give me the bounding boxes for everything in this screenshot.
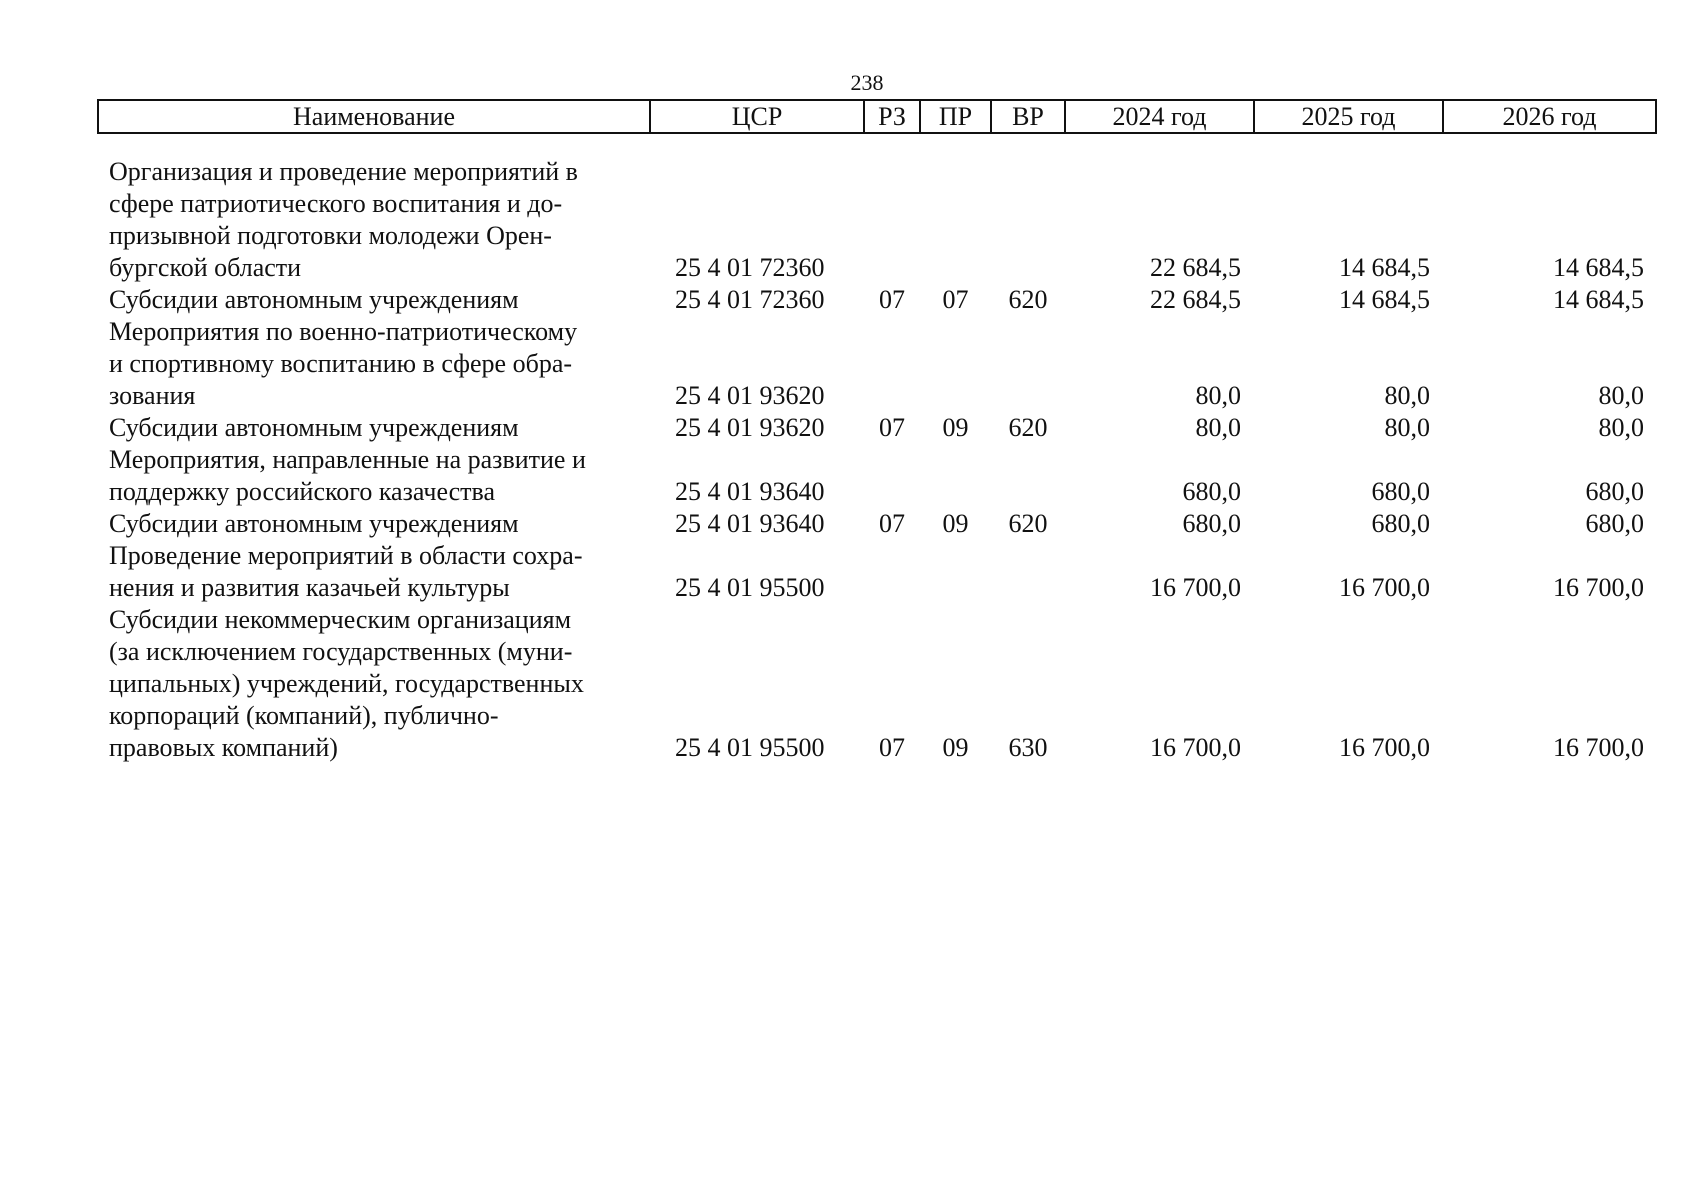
- row-vr: 620: [1008, 413, 1048, 442]
- row-pr: 09: [942, 733, 969, 762]
- row-name-line: Мероприятия по военно-патриотическому: [109, 317, 578, 346]
- row-2025: 680,0: [1371, 477, 1430, 506]
- row-pr: 09: [942, 413, 969, 442]
- row-name-line: поддержку российского казачества: [109, 477, 496, 506]
- row-2025: 680,0: [1371, 509, 1430, 538]
- row-2026: 680,0: [1585, 477, 1644, 506]
- row-2025: 80,0: [1384, 381, 1430, 410]
- row-name-line: и спортивному воспитанию в сфере обра-: [109, 349, 573, 378]
- row-csr: 25 4 01 93640: [675, 509, 825, 538]
- row-rz: 07: [879, 413, 905, 442]
- table-header-row: [98, 100, 1656, 133]
- table-row: [98, 316, 1656, 412]
- row-pr: [920, 540, 991, 604]
- column-header-rz: РЗ: [864, 100, 920, 133]
- column-header-2026: 2026 год: [1443, 100, 1656, 133]
- row-name-line: нения и развития казачьей культуры: [109, 573, 510, 602]
- row-rz: [864, 540, 920, 604]
- row-vr: 630: [1008, 733, 1048, 762]
- row-2024: 680,0: [1182, 477, 1241, 506]
- row-name-line: Проведение мероприятий в области сохра-: [109, 541, 583, 570]
- row-2026: 80,0: [1598, 381, 1644, 410]
- row-2025: 16 700,0: [1339, 733, 1430, 762]
- row-name: [98, 444, 650, 508]
- row-name-line: Субсидии автономным учреждениям: [109, 285, 519, 314]
- row-vr: [991, 156, 1065, 284]
- row-csr: 25 4 01 93640: [675, 477, 825, 506]
- column-header-2024: 2024 год: [1065, 100, 1254, 133]
- row-2026: 14 684,5: [1553, 253, 1644, 282]
- table-row: [98, 156, 1656, 284]
- row-pr: [920, 316, 991, 412]
- row-2026: 80,0: [1598, 413, 1644, 442]
- row-2025: 14 684,5: [1339, 253, 1430, 282]
- row-vr: [991, 444, 1065, 508]
- row-name-line: (за исключением государственных (муни-: [109, 637, 573, 666]
- row-pr: [920, 444, 991, 508]
- row-2025: 14 684,5: [1339, 285, 1430, 314]
- row-name: [98, 284, 650, 316]
- row-name-line: призывной подготовки молодежи Орен-: [109, 221, 552, 250]
- row-name: [98, 604, 650, 764]
- row-2024: 16 700,0: [1150, 573, 1241, 602]
- row-name: [98, 156, 650, 284]
- row-name: [98, 316, 650, 412]
- row-name-line: ципальных) учреждений, государственных: [109, 669, 584, 698]
- row-2026: 680,0: [1585, 509, 1644, 538]
- row-name: [98, 508, 650, 540]
- table-row: [98, 508, 1656, 540]
- row-name-line: Организация и проведение мероприятий в: [109, 157, 578, 186]
- table-row: [98, 412, 1656, 444]
- row-csr: 25 4 01 95500: [675, 573, 825, 602]
- page-number: 238: [850, 70, 884, 95]
- row-name-line: зования: [109, 381, 196, 410]
- row-vr: [991, 316, 1065, 412]
- row-name-line: сфере патриотического воспитания и до-: [109, 189, 563, 218]
- row-2024: 16 700,0: [1150, 733, 1241, 762]
- row-2026: 16 700,0: [1553, 573, 1644, 602]
- row-2024: 22 684,5: [1150, 253, 1241, 282]
- row-name-line: Субсидии некоммерческим организациям: [109, 605, 572, 634]
- row-csr: 25 4 01 95500: [675, 733, 825, 762]
- column-header-2025: 2025 год: [1254, 100, 1443, 133]
- row-pr: [920, 156, 991, 284]
- row-rz: 07: [879, 733, 905, 762]
- row-vr: 620: [1008, 509, 1048, 538]
- column-header-csr: ЦСР: [650, 100, 864, 133]
- row-rz: [864, 444, 920, 508]
- row-2024: 80,0: [1195, 413, 1241, 442]
- row-name-line: правовых компаний): [109, 733, 338, 762]
- row-name: [98, 540, 650, 604]
- row-name-line: Субсидии автономным учреждениям: [109, 509, 519, 538]
- column-header-name: Наименование: [98, 100, 650, 133]
- row-vr: 620: [1008, 285, 1048, 314]
- header-spacer: [98, 133, 1656, 156]
- row-2025: 16 700,0: [1339, 573, 1430, 602]
- row-rz: [864, 316, 920, 412]
- row-2025: 80,0: [1384, 413, 1430, 442]
- row-2024: 80,0: [1195, 381, 1241, 410]
- column-header-vr: ВР: [991, 100, 1065, 133]
- table-row: [98, 284, 1656, 316]
- budget-table: [97, 99, 1657, 764]
- row-rz: 07: [879, 509, 905, 538]
- row-rz: 07: [879, 285, 905, 314]
- row-csr: 25 4 01 72360: [675, 253, 825, 282]
- row-2026: 14 684,5: [1553, 285, 1644, 314]
- row-2024: 22 684,5: [1150, 285, 1241, 314]
- table-row: [98, 540, 1656, 604]
- row-pr: 09: [942, 509, 969, 538]
- row-rz: [864, 156, 920, 284]
- table-row: [98, 444, 1656, 508]
- row-vr: [991, 540, 1065, 604]
- table-row: [98, 604, 1656, 764]
- row-name-line: Мероприятия, направленные на развитие и: [109, 445, 586, 474]
- row-2026: 16 700,0: [1553, 733, 1644, 762]
- row-pr: 07: [942, 285, 969, 314]
- row-name-line: Субсидии автономным учреждениям: [109, 413, 519, 442]
- row-csr: 25 4 01 93620: [675, 381, 825, 410]
- row-csr: 25 4 01 93620: [675, 413, 825, 442]
- row-name: [98, 412, 650, 444]
- column-header-pr: ПР: [920, 100, 991, 133]
- row-name-line: корпораций (компаний), публично-: [109, 701, 499, 730]
- row-csr: 25 4 01 72360: [675, 285, 825, 314]
- row-2024: 680,0: [1182, 509, 1241, 538]
- row-name-line: бургской области: [109, 253, 302, 282]
